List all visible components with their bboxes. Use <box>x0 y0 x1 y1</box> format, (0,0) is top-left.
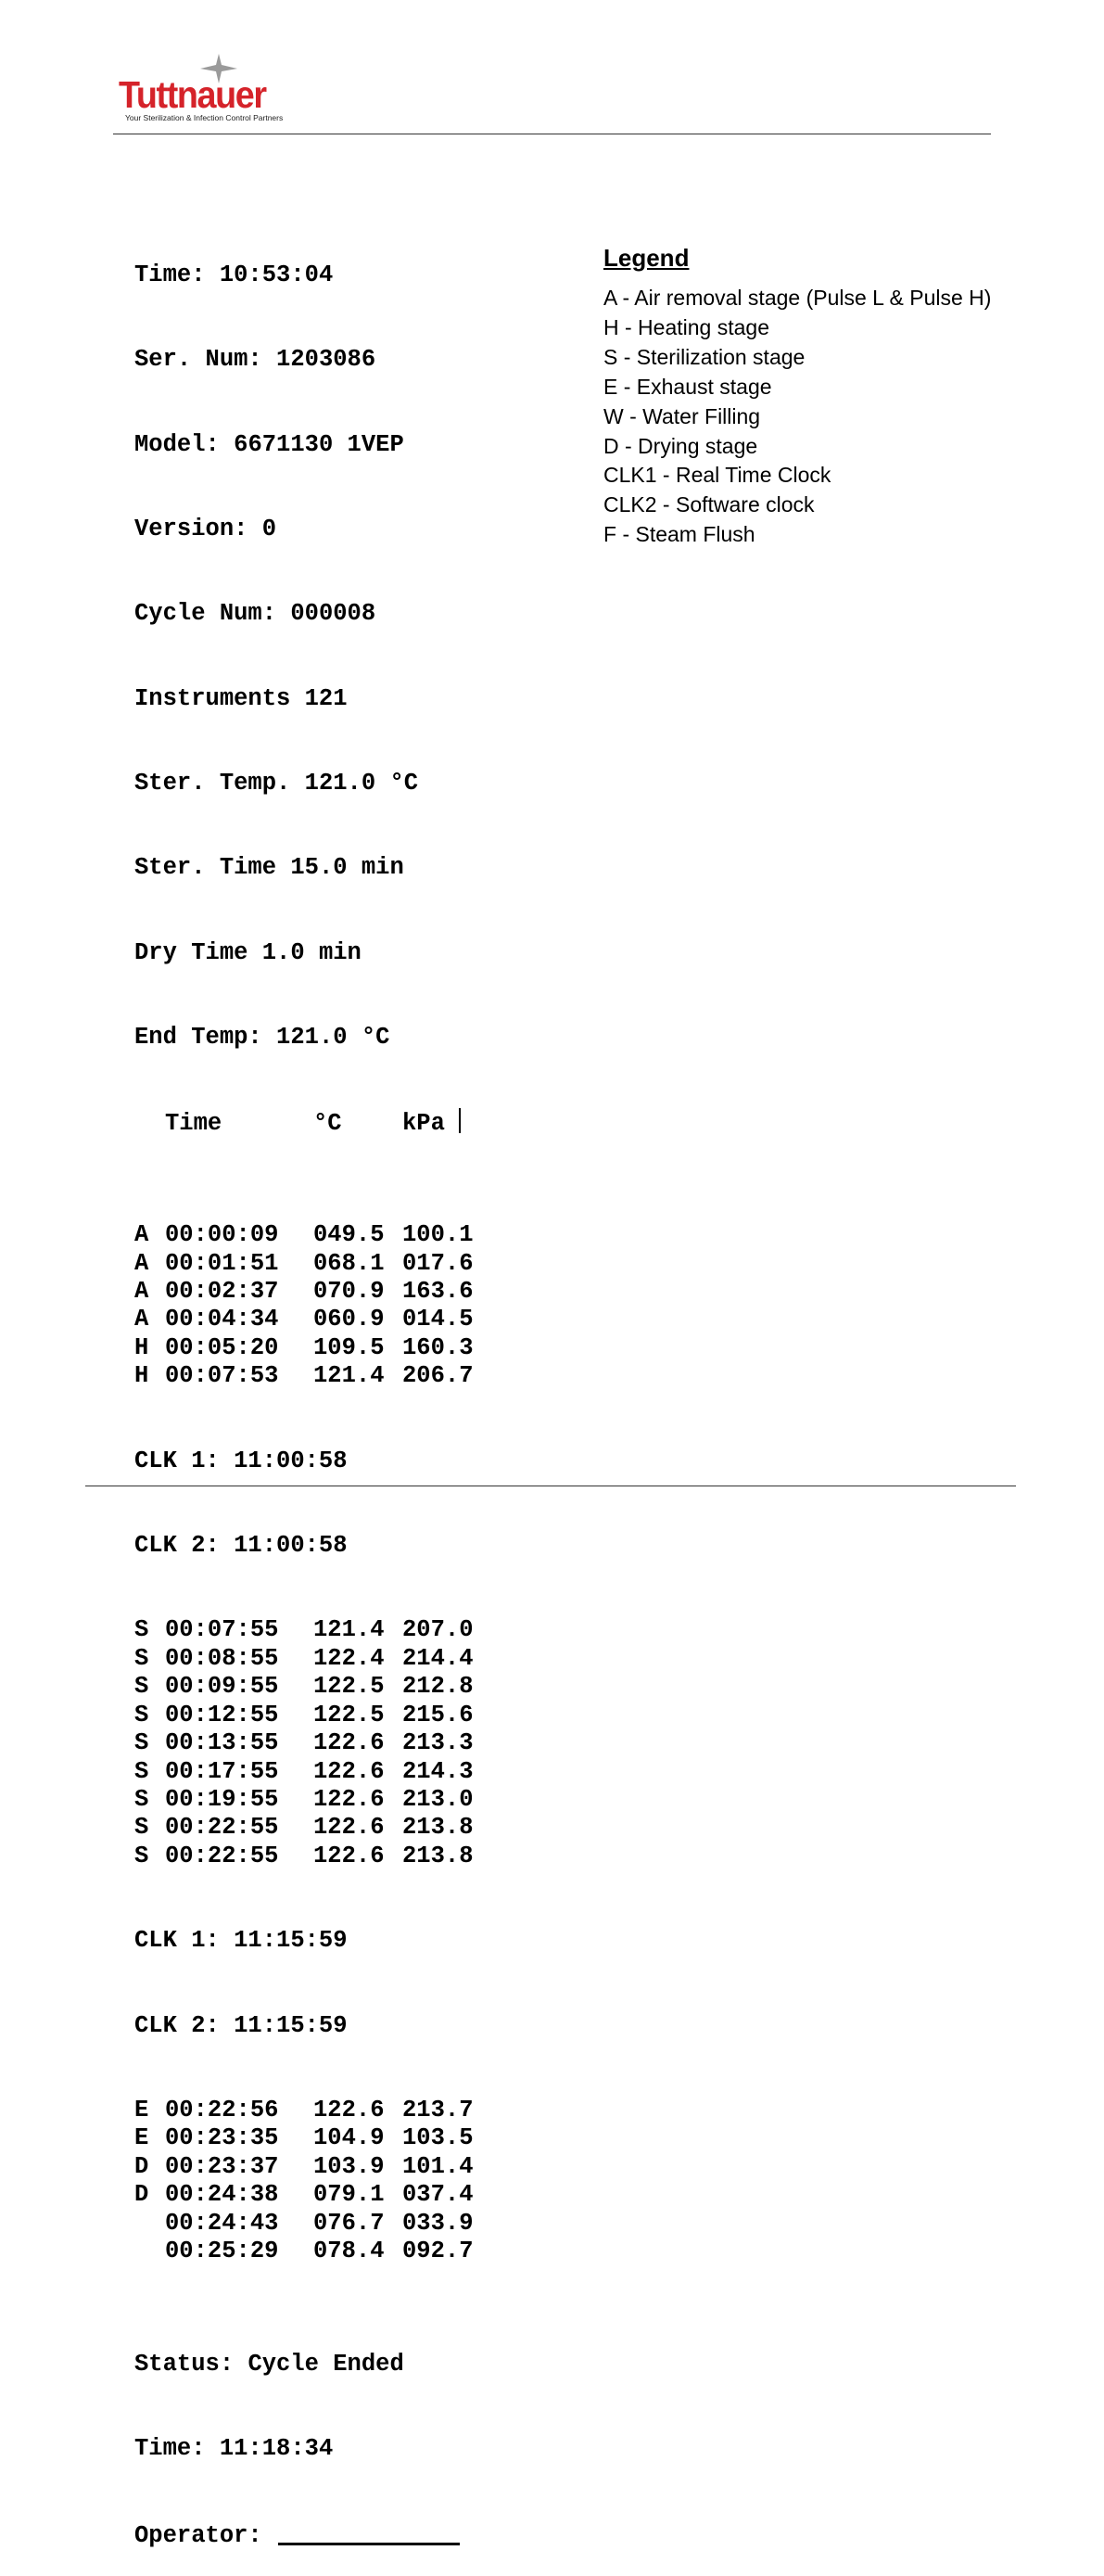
operator-signature-blank <box>278 2520 460 2545</box>
reading-temp: 104.9 <box>313 2124 385 2152</box>
reading-stage: S <box>134 1842 149 1869</box>
serial-number-line: Ser. Num: 1203086 <box>134 346 376 374</box>
reading-stage: S <box>134 1673 149 1701</box>
reading-stage: A <box>134 1278 149 1306</box>
reading-stage: S <box>134 1814 149 1842</box>
reading-time: 00:08:55 <box>165 1644 279 1672</box>
reading-time: 00:23:35 <box>165 2124 279 2152</box>
ster-time-line: Ster. Time 15.0 min <box>134 854 404 882</box>
clock-line: CLK 1: 11:15:59 <box>134 1927 348 1955</box>
legend-item: W - Water Filling <box>603 403 761 428</box>
legend-item: CLK2 - Software clock <box>603 492 815 517</box>
legend-item: D - Drying stage <box>603 433 758 458</box>
legend-item: F - Steam Flush <box>603 522 755 547</box>
reading-stage: E <box>134 2124 149 2152</box>
column-header: Time °C kPa <box>134 1108 487 1136</box>
reading-stage: D <box>134 2152 149 2180</box>
reading-stage: S <box>134 1757 149 1785</box>
reading-stage: A <box>134 1221 149 1249</box>
reading-time: 00:22:56 <box>165 2096 279 2123</box>
reading-time: 00:19:55 <box>165 1785 279 1813</box>
reading-pressure: 214.3 <box>402 1757 474 1785</box>
cycle-number-line: Cycle Num: 000008 <box>134 600 376 628</box>
readings-air-heating <box>134 1221 487 1391</box>
reading-row <box>134 2181 487 2209</box>
reading-temp: 079.1 <box>313 2181 385 2209</box>
reading-time: 00:17:55 <box>165 1757 279 1785</box>
reading-stage: S <box>134 1644 149 1672</box>
clock-line: CLK 2: 11:00:58 <box>134 1532 348 1560</box>
reading-pressure: 213.8 <box>402 1814 474 1842</box>
reading-pressure: 214.4 <box>402 1644 474 1672</box>
reading-pressure: 100.1 <box>402 1221 474 1249</box>
reading-time: 00:24:38 <box>165 2181 279 2209</box>
reading-row <box>134 1729 487 1757</box>
reading-row <box>134 1278 487 1306</box>
reading-temp: 121.4 <box>313 1362 385 1390</box>
reading-time: 00:00:09 <box>165 1221 279 1249</box>
version-line: Version: 0 <box>134 515 277 542</box>
reading-stage: A <box>134 1306 149 1333</box>
reading-pressure: 213.3 <box>402 1729 474 1757</box>
reading-temp: 068.1 <box>313 1249 385 1277</box>
reading-pressure: 037.4 <box>402 2181 474 2209</box>
clock-line: CLK 1: 11:00:58 <box>134 1447 348 1474</box>
end-time-line: Time: 11:18:34 <box>134 2435 334 2463</box>
legend-item: S - Sterilization stage <box>603 344 806 369</box>
text-cursor <box>459 1108 461 1133</box>
reading-pressure: 213.7 <box>402 2096 474 2123</box>
reading-temp: 060.9 <box>313 1306 385 1333</box>
reading-temp: 078.4 <box>313 2238 385 2265</box>
reading-stage: D <box>134 2181 149 2209</box>
reading-pressure: 160.3 <box>402 1333 474 1361</box>
reading-stage: A <box>134 1249 149 1277</box>
reading-row <box>134 1786 487 1814</box>
logo-wordmark: Tuttnauer <box>119 73 266 116</box>
reading-pressure: 206.7 <box>402 1362 474 1390</box>
reading-stage: S <box>134 1701 149 1728</box>
reading-pressure: 163.6 <box>402 1278 474 1306</box>
legend-title: Legend <box>603 244 690 272</box>
reading-temp: 122.5 <box>313 1701 385 1728</box>
legend <box>603 241 1030 550</box>
reading-temp: 122.6 <box>313 1757 385 1785</box>
reading-time: 00:24:43 <box>165 2209 279 2237</box>
reading-row <box>134 1843 487 1870</box>
reading-row <box>134 1702 487 1729</box>
start-time-line: Time: 10:53:04 <box>134 261 334 288</box>
program-line: Instruments 121 <box>134 684 348 712</box>
reading-temp: 122.6 <box>313 1785 385 1813</box>
reading-stage: E <box>134 2096 149 2123</box>
reading-stage: H <box>134 1362 149 1390</box>
reading-temp: 122.6 <box>313 1729 385 1757</box>
reading-time: 00:22:55 <box>165 1842 279 1869</box>
reading-row <box>134 1306 487 1333</box>
reading-pressure: 014.5 <box>402 1306 474 1333</box>
reading-time: 00:04:34 <box>165 1306 279 1333</box>
reading-time: 00:01:51 <box>165 1249 279 1277</box>
reading-time: 00:22:55 <box>165 1814 279 1842</box>
tuttnauer-logo <box>119 54 295 126</box>
reading-row <box>134 2097 487 2124</box>
reading-pressure: 215.6 <box>402 1701 474 1728</box>
reading-temp: 109.5 <box>313 1333 385 1361</box>
reading-time: 00:12:55 <box>165 1701 279 1728</box>
reading-row <box>134 2238 487 2265</box>
reading-pressure: 213.0 <box>402 1785 474 1813</box>
reading-temp: 076.7 <box>313 2209 385 2237</box>
reading-row <box>134 1673 487 1701</box>
model-line: Model: 6671130 1VEP <box>134 430 404 458</box>
reading-temp: 121.4 <box>313 1616 385 1644</box>
ster-temp-line: Ster. Temp. 121.0 °C <box>134 769 419 797</box>
reading-time: 00:02:37 <box>165 1278 279 1306</box>
reading-temp: 122.6 <box>313 1814 385 1842</box>
clock-line: CLK 2: 11:15:59 <box>134 2011 348 2039</box>
dry-time-line: Dry Time 1.0 min <box>134 938 362 966</box>
operator-line: Operator: <box>134 2520 487 2548</box>
readings-exhaust-drying <box>134 2097 487 2266</box>
reading-temp: 122.5 <box>313 1673 385 1701</box>
reading-time: 00:07:53 <box>165 1362 279 1390</box>
reading-row <box>134 1814 487 1842</box>
reading-row <box>134 2153 487 2181</box>
reading-row <box>134 1645 487 1673</box>
reading-row <box>134 1221 487 1249</box>
reading-time: 00:05:20 <box>165 1333 279 1361</box>
reading-pressure: 033.9 <box>402 2209 474 2237</box>
reading-row <box>134 2210 487 2238</box>
reading-pressure: 212.8 <box>402 1673 474 1701</box>
reading-stage: S <box>134 1616 149 1644</box>
cycle-printout <box>134 205 487 2576</box>
status-line: Status: Cycle Ended <box>134 2350 404 2378</box>
reading-pressure: 017.6 <box>402 1249 474 1277</box>
logo-tagline: Your Sterilization & Infection Control Partners <box>125 113 284 122</box>
reading-row <box>134 1334 487 1362</box>
reading-stage: S <box>134 1785 149 1813</box>
reading-temp: 122.6 <box>313 2096 385 2123</box>
readings-sterilization <box>134 1616 487 1870</box>
legend-item: CLK1 - Real Time Clock <box>603 463 831 488</box>
reading-pressure: 103.5 <box>402 2124 474 2152</box>
reading-time: 00:07:55 <box>165 1616 279 1644</box>
reading-row <box>134 1362 487 1390</box>
reading-stage: S <box>134 1729 149 1757</box>
reading-row <box>134 1616 487 1644</box>
reading-pressure: 213.8 <box>402 1842 474 1869</box>
reading-temp: 122.6 <box>313 1842 385 1869</box>
legend-item: E - Exhaust stage <box>603 374 772 399</box>
end-temp-line: End Temp: 121.0 °C <box>134 1024 390 1051</box>
reading-pressure: 092.7 <box>402 2238 474 2265</box>
reading-row <box>134 1250 487 1278</box>
reading-temp: 122.4 <box>313 1644 385 1672</box>
reading-time: 00:13:55 <box>165 1729 279 1757</box>
reading-temp: 070.9 <box>313 1278 385 1306</box>
reading-stage: H <box>134 1333 149 1361</box>
reading-temp: 049.5 <box>313 1221 385 1249</box>
reading-pressure: 207.0 <box>402 1616 474 1644</box>
reading-time: 00:09:55 <box>165 1673 279 1701</box>
legend-item: A - Air removal stage (Pulse L & Pulse H) <box>603 286 992 310</box>
reading-row <box>134 1758 487 1786</box>
reading-time: 00:25:29 <box>165 2238 279 2265</box>
legend-item: H - Heating stage <box>603 314 769 339</box>
reading-row <box>134 2124 487 2152</box>
reading-temp: 103.9 <box>313 2152 385 2180</box>
reading-pressure: 101.4 <box>402 2152 474 2180</box>
reading-time: 00:23:37 <box>165 2152 279 2180</box>
